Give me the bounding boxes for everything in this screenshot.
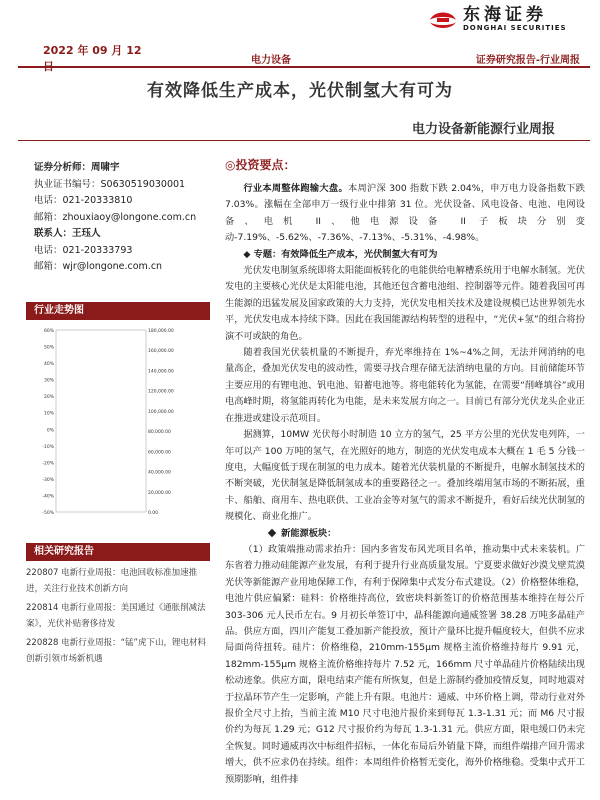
analyst-phone: 电话：021-20333810 [34,195,133,206]
y-right-tick-label: 60,000.00 [148,450,171,456]
y-left-tick-label: 30% [43,378,54,384]
new-energy-heading [225,526,585,542]
y-right-tick-label: 0.00 [148,511,159,516]
chart-panel-title: 行业走势图 [26,302,210,320]
report-title: 有效降低生产成本，光伏制氢大有可为 [147,81,453,101]
y-left-tick-label: -30% [42,477,54,483]
trend-chart-svg [26,322,210,540]
logo [428,6,567,33]
diamond-bullet-icon [268,529,276,537]
topic-heading: ◆ 专题：有效降低生产成本，光伏制氢大有可为 [243,248,438,260]
donghai-logo-icon [428,8,458,32]
logo-en-text: DONGHAI SECURITIES [463,24,567,32]
y-right-tick-label: 140,000.00 [148,369,174,375]
analyst-cert: 执业证书编号：S0630519030001 [34,178,186,190]
y-right-tick-label: 80,000.00 [148,430,171,436]
y-left-tick-label: 60% [43,329,54,334]
y-right-tick-label: 120,000.00 [148,389,174,395]
related-panel-title: 相关研究报告 [26,543,210,561]
new-energy-heading-text: 新能源板块： [281,527,337,539]
analyst-name: 证券分析师：周啸宇 [34,162,120,173]
report-date: 2022 年 09 月 12 [43,44,142,57]
y-right-tick-label: 100,000.00 [148,409,174,415]
y-left-tick-label: 50% [43,345,54,351]
related-report-item[interactable]: 220814 电新行业周报：美国通过《通胀削减法案》，光伏补贴奢侈待发 [26,603,206,629]
report-header [18,44,590,66]
y-left-tick-label: -10% [42,444,54,450]
new-energy-paragraph: （1）政策端推动需求抬升：国内多省发布风光项目名单，推动集中式未来装机。广东省着力推动硅能源产业发展，有利于提升行业高质量发展。宁夏要求做好沙漠戈壁荒漠光伏等新能源产业用地保障工作，有利于保障集中式发分布式建设。（2）价格整体维稳，电池片供应偏紧：硅料：价格维持高位，致密块料新签订的价格范围基本维持在每公斤 303-306 元人民币左右。9 月初长单签订中，晶科能源向通威签署 38.28 万吨多晶硅产品。供应方面，四川产能复工叠加新产能投放，预计产量环比提升幅度较大，但供不应求局面尚待扭转。硅片：价格维稳，210mm-155μm 规格主流价格维持每片 9.91 元，182mm-155μm 规格主流价格维持每片 7.52 元，166mm 尺寸单晶硅片价格陆续出现松动迹象。供应方面，限电结束产能有所恢复，但是上游制约叠加疫情反复，同时地震对于拉晶环节产生一定影响，产能上升有限。电池片：通威、中环价格上调，带动行业对外报价全尺寸上抬，当前主流 M10 尺寸电池片报价来到每瓦 1.3-1.31 元；而 M6 尺寸报价约为每瓦 1.29 元；G12 尺寸报价约为每瓦 1.3-1.31 元。供应方面，限电缓口仍未完全恢复。同时通威再次中标组件招标，一体化布局后外销量下降，而组件端排产回升需求增大，供不应求仍在持续。组件：本周组件价格暂无变化，海外价格维稳。受集中式开工预期影响，组件排 [225,543,585,785]
y-left-tick-label: -20% [42,461,54,467]
y-left-tick-label: 10% [43,411,54,417]
contact-name: 联系人：王珏人 [34,228,101,239]
related-reports-list [26,566,210,667]
contact-phone: 电话：021-20333793 [34,244,133,256]
report-body [225,181,585,788]
y-right-tick-label: 20,000.00 [148,490,171,496]
topic-paragraph-2: 随着我国光伏装机量的不断提升，弃光率维持在 1%~4%之间，无法并网消纳的电量高企，叠加光伏发电的波动性，需要寻找合理存储无法消纳电量的方向。目前储能环节主要应用的有锂电池、钒电池、铅蓄电池等。将电能转化为氢能，在需要“削峰填谷”或用电高峰时期，将氢能再转化为电能，是未来发展方向之一。目前已有部分光伏龙头企业正在推进或建设示范项目。 [225,347,585,424]
logo-cn-text: 东海证券 [463,5,547,25]
related-report-item[interactable]: 220807 电新行业周报：电池回收标准加速推进，关注行业技术创新方向 [26,568,198,594]
y-left-tick-label: 0% [46,428,54,434]
topic-paragraph-3: 据测算，10MW 光伏每小时制造 10 立方的氢气，25 平方公里的光伏发电列阵，一年可以产 100 万吨的氢气，在光照好的地方，制造的光伏发电成本大概在 1 毛 5 分钱一度电，大幅度低于现在制氢的电力成本。随着光伏装机量的不断提升，电解水制氢技术的不断突破，光伏制氢是降低制氢成本的重要路径之一。叠加终端用氢市场的不断拓展，重卡、船舶、商用车、热电联供、工业冶金等对氢气的需求不断提升，看好后续光伏制氢的规模化、商业化推广。 [225,429,585,523]
subtitle-divider [18,140,590,141]
header-divider [18,66,590,68]
y-right-tick-label: 40,000.00 [148,470,171,476]
report-type: 证券研究报告-行业周报 [475,54,580,66]
analyst-info [34,160,214,276]
contact-email: 邮箱：wjr@longone.com.cn [34,261,163,272]
y-left-tick-label: 20% [43,395,54,401]
y-right-tick-label: 160,000.00 [148,349,174,355]
y-left-tick-label: -50% [42,511,54,516]
summary-lead: 行业本周整体跑输大盘。 [243,183,348,194]
weekly-summary-paragraph [225,181,585,247]
y-left-tick-label: 40% [43,362,54,368]
report-sector: 电力设备 [251,54,291,66]
plot-frame [56,330,146,512]
topic-paragraph-1: 光伏发电制氢系统即将太阳能面板转化的电能供给电解槽系统用于电解水制氢。光伏发电的主要核心光伏是太阳能电池，其他还包含蓄电池组、控制器等元件。随着我国可再生能源的迅猛发展及国家政策的大力支持，光伏发电相关技术及建设规模已达世界领先水平，光伏发电成本持续下降。因此在我国能源结构转型的进程中，“光伏+氢”的组合将扮演不可或缺的角色。 [225,265,585,342]
y-left-tick-label: -40% [42,494,54,500]
analyst-email: 邮箱：zhouxiaoy@longone.com.cn [34,211,197,223]
investment-points-heading: ◎投资要点： [225,158,296,172]
y-right-tick-label: 180,000.00 [148,329,174,334]
summary-text: 本周沪深 300 指数下跌 2.04%，申万电力设备指数下跌 7.03%。涨幅在全部申万一级行业中排第 31 位。光伏设备、风电设备、电池、电网设备、电机 II、他电源设备 II 子板块分别变动-7.19%、-5.62%、-7.36%、-7.13%、-5.31%、-4.98%。 [225,183,585,244]
report-subtitle: 电力设备新能源行业周报 [411,122,555,137]
industry-trend-chart [26,322,210,540]
related-report-item[interactable]: 220828 电新行业周报：“锰”虎下山，锂电材料创新引领市场新机遇 [26,638,206,664]
